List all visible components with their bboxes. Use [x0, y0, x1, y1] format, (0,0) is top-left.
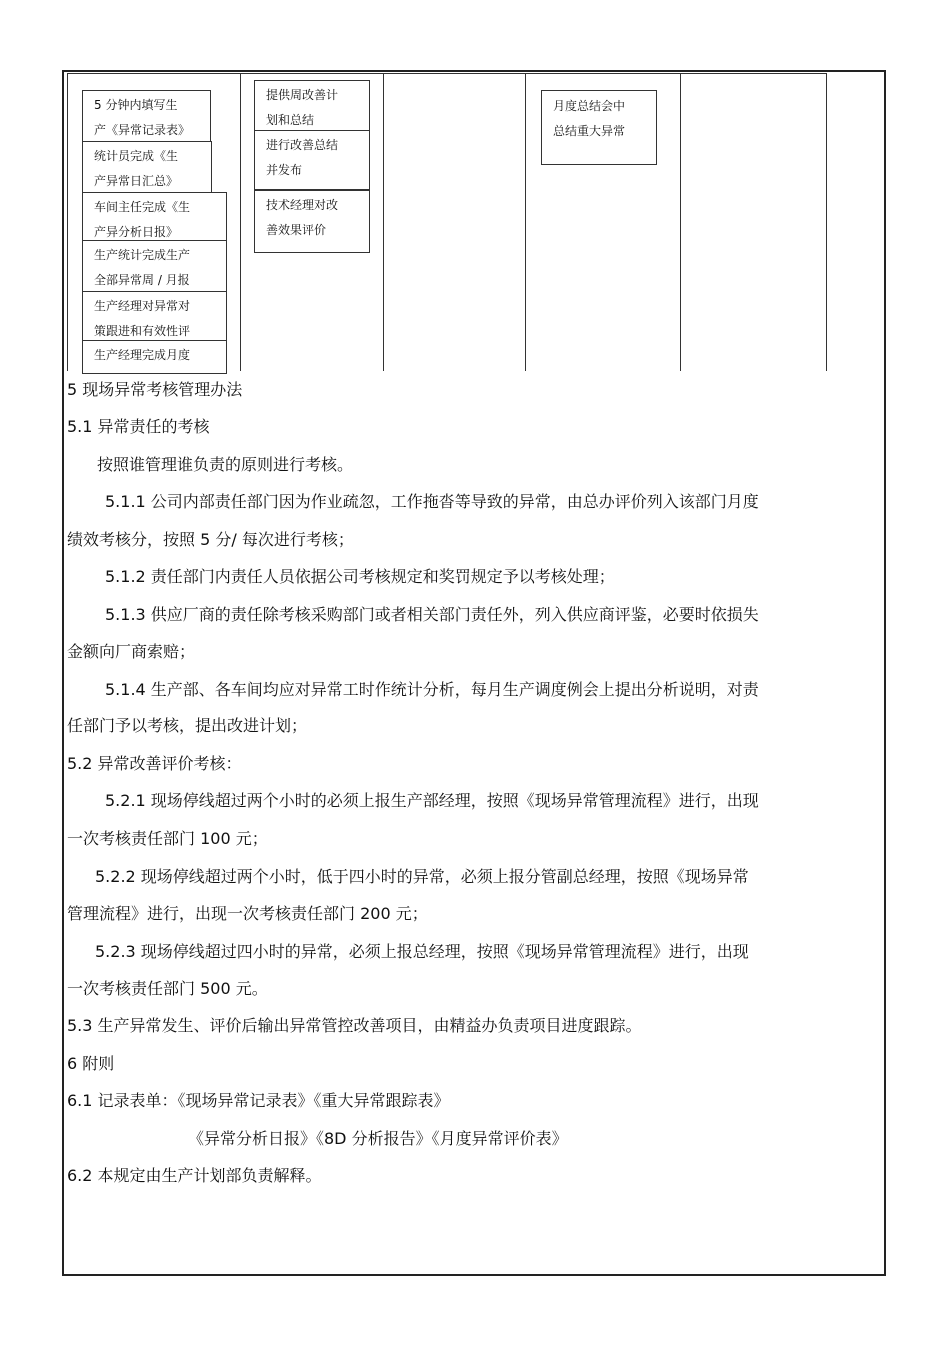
- flow-step-record: 5 分钟内填写生 产《异常记录表》: [82, 90, 211, 142]
- section-6-1-cont: 《异常分析日报》《8D 分析报告》《月度异常评价表》: [188, 1129, 568, 1148]
- clause-5-1-3-cont: 金额向厂商索赔；: [67, 642, 196, 661]
- clause-5-2-2: 5.2.2 现场停线超过两个小时，低于四小时的异常，必须上报分管副总经理，按照《现场异常: [95, 867, 749, 886]
- flow-step-monthly-analysis: 生产经理完成月度: [82, 340, 227, 374]
- flowchart-column-divider: [383, 73, 384, 371]
- clause-5-2-1-cont: 一次考核责任部门 100 元；: [67, 829, 268, 848]
- clause-5-1-4: 5.1.4 生产部、各车间均应对异常工时作统计分析，每月生产调度例会上提出分析说明，对责: [105, 680, 759, 699]
- flowchart-column-divider: [680, 73, 681, 371]
- flowchart-column-divider: [240, 73, 241, 371]
- clause-5-1-2: 5.1.2 责任部门内责任人员依据公司考核规定和奖罚规定予以考核处理；: [105, 567, 615, 586]
- clause-5-2-3-cont: 一次考核责任部门 500 元。: [67, 979, 268, 998]
- flow-step-weekly-improvement: 提供周改善计 划和总结: [254, 80, 370, 132]
- section-5-1-intro: 按照谁管理谁负责的原则进行考核。: [97, 455, 354, 474]
- section-5-1-title: 5.1 异常责任的考核: [67, 417, 210, 436]
- section-6-1: 6.1 记录表单：《现场异常记录表》《重大异常跟踪表》: [67, 1091, 450, 1110]
- clause-5-1-1-cont: 绩效考核分，按照 5 分/ 每次进行考核；: [67, 530, 354, 549]
- section-5-2-title: 5.2 异常改善评价考核：: [67, 754, 242, 773]
- flow-step-monthly-meeting: 月度总结会中 总结重大异常: [541, 90, 657, 165]
- flow-step-weekly-monthly: 生产统计完成生产 全部异常周 / 月报: [82, 240, 227, 292]
- clause-5-2-1: 5.2.1 现场停线超过两个小时的必须上报生产部经理，按照《现场异常管理流程》进行，出现: [105, 791, 759, 810]
- section-5-title: 5 现场异常考核管理办法: [67, 380, 243, 399]
- flow-step-improvement-summary: 进行改善总结 并发布: [254, 130, 370, 190]
- flow-step-daily-summary: 统计员完成《生 产异常日汇总》: [82, 141, 212, 193]
- flowchart-column-divider: [525, 73, 526, 371]
- flow-step-effect-evaluation: 技术经理对改 善效果评价: [254, 190, 370, 253]
- clause-5-1-1: 5.1.1 公司内部责任部门因为作业疏忽，工作拖沓等导致的异常，由总办评价列入该部门月度: [105, 492, 759, 511]
- clause-5-1-4-cont: 任部门予以考核，提出改进计划；: [67, 716, 308, 735]
- section-6-2: 6.2 本规定由生产计划部负责解释。: [67, 1166, 322, 1185]
- clause-5-1-3: 5.1.3 供应厂商的责任除考核采购部门或者相关部门责任外，列入供应商评鉴，必要时依损失: [105, 605, 759, 624]
- clause-5-2-3: 5.2.3 现场停线超过四小时的异常，必须上报总经理，按照《现场异常管理流程》进行，出现: [95, 942, 749, 961]
- section-6-title: 6 附则: [67, 1054, 115, 1073]
- clause-5-2-2-cont: 管理流程》进行，出现一次考核责任部门 200 元；: [67, 904, 428, 923]
- section-5-3: 5.3 生产异常发生、评价后输出异常管控改善项目，由精益办负责项目进度跟踪。: [67, 1016, 642, 1035]
- flow-step-analysis-report: 车间主任完成《生 产异分析日报》: [82, 192, 227, 244]
- flow-step-followup-evaluation: 生产经理对异常对 策跟进和有效性评: [82, 291, 227, 343]
